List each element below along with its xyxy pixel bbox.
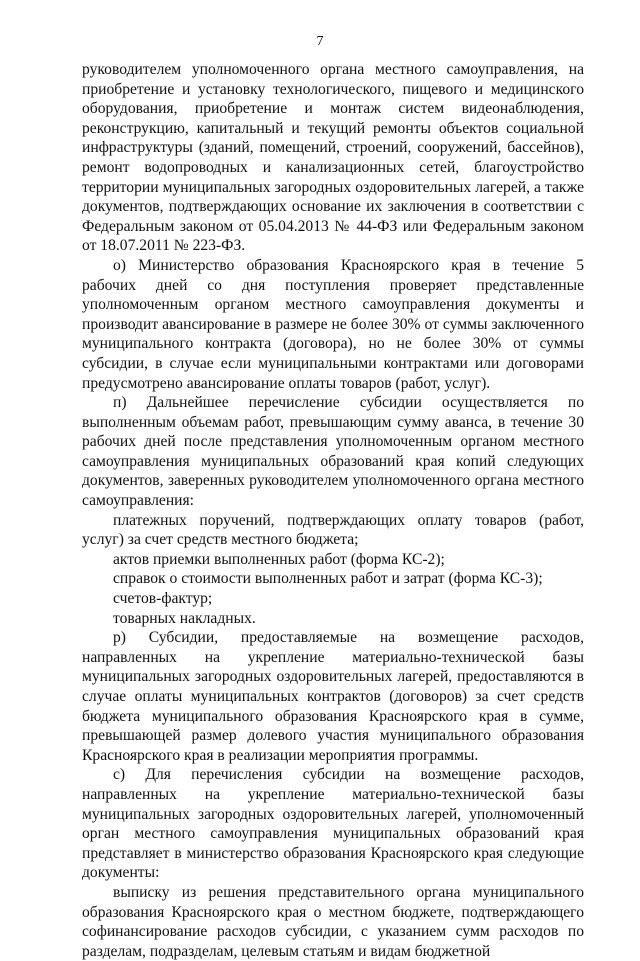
- paragraph-extract: выписку из решения представительного органа муниципального образования Красноярского края о местном бюджете, подтверждающего софинансирование расходов субсидии, с указанием сумм расходов по разделам, подразделам, целевым статьям и видам бюджетной: [82, 883, 584, 960]
- page-number: 7: [316, 34, 324, 49]
- list-item-waybills: товарных накладных.: [113, 609, 256, 627]
- paragraph-o: о) Министерство образования Красноярского края в течение 5 рабочих дней со дня поступления проверяет представленные уполномоченным органом местного самоуправления документы и производит авансирование в размере не более 30% от суммы заключенного муниципального контракта (договора), но не более 30% от суммы субсидии, в случае если муниципальными контрактами или договорами предусмотрено авансирование оплаты товаров (работ, услуг).: [82, 256, 584, 392]
- paragraph-s: с) Для перечисления субсидии на возмещение расходов, направленных на укрепление материально-технической базы муниципальных загородных оздоровительных лагерей, уполномоченный орган местного самоуправления муниципальных образований края представляет в министерство образования Красноярского края следующие документы:: [82, 766, 584, 882]
- list-item-payment-orders: платежных поручений, подтверждающих оплату товаров (работ, услуг) за счет средств местного бюджета;: [82, 511, 584, 549]
- list-item-acceptance-acts: актов приемки выполненных работ (форма КС-2);: [113, 550, 445, 568]
- paragraph-r: р) Субсидии, предоставляемые на возмещение расходов, направленных на укрепление материально-технической базы муниципальных загородных оздоровительных лагерей, предоставляются в случае оплаты муниципальных контрактов (договоров) за счет средств бюджета муниципального образования Красноярского края в сумме, превышающей размер долевого участия муниципального образования Красноярского края в реализации мероприятия программы.: [82, 629, 584, 764]
- paragraph-continuation: руководителем уполномоченного органа местного самоуправления, на приобретение и установку технологического, пищевого и медицинского оборудования, приобретение и монтаж систем видеонаблюдения, реконструкцию, капитальный и текущий ремонты объектов социальной инфраструктуры (зданий, помещений, строений, сооружений, бассейнов), ремонт водопроводных и канализационных сетей, благоустройство территории муниципальных загородных оздоровительных лагерей, а также документов, подтверждающих основание их заключения в соответствии с Федеральным законом от 05.04.2013 № 44-ФЗ или Федеральным законом от 18.07.2011 № 223-ФЗ.: [82, 61, 584, 255]
- document-body: [82, 60, 584, 961]
- paragraph-p: п) Дальнейшее перечисление субсидии осуществляется по выполненным объемам работ, превышающим сумму аванса, в течение 30 рабочих дней после представления уполномоченным органом местного самоуправления муниципальных образований края копий следующих документов, заверенных руководителем уполномоченного органа местного самоуправления:: [82, 394, 584, 510]
- list-item-invoices: счетов-фактур;: [113, 590, 213, 608]
- list-item-cost-certificates: справок о стоимости выполненных работ и затрат (форма КС-3);: [113, 570, 543, 588]
